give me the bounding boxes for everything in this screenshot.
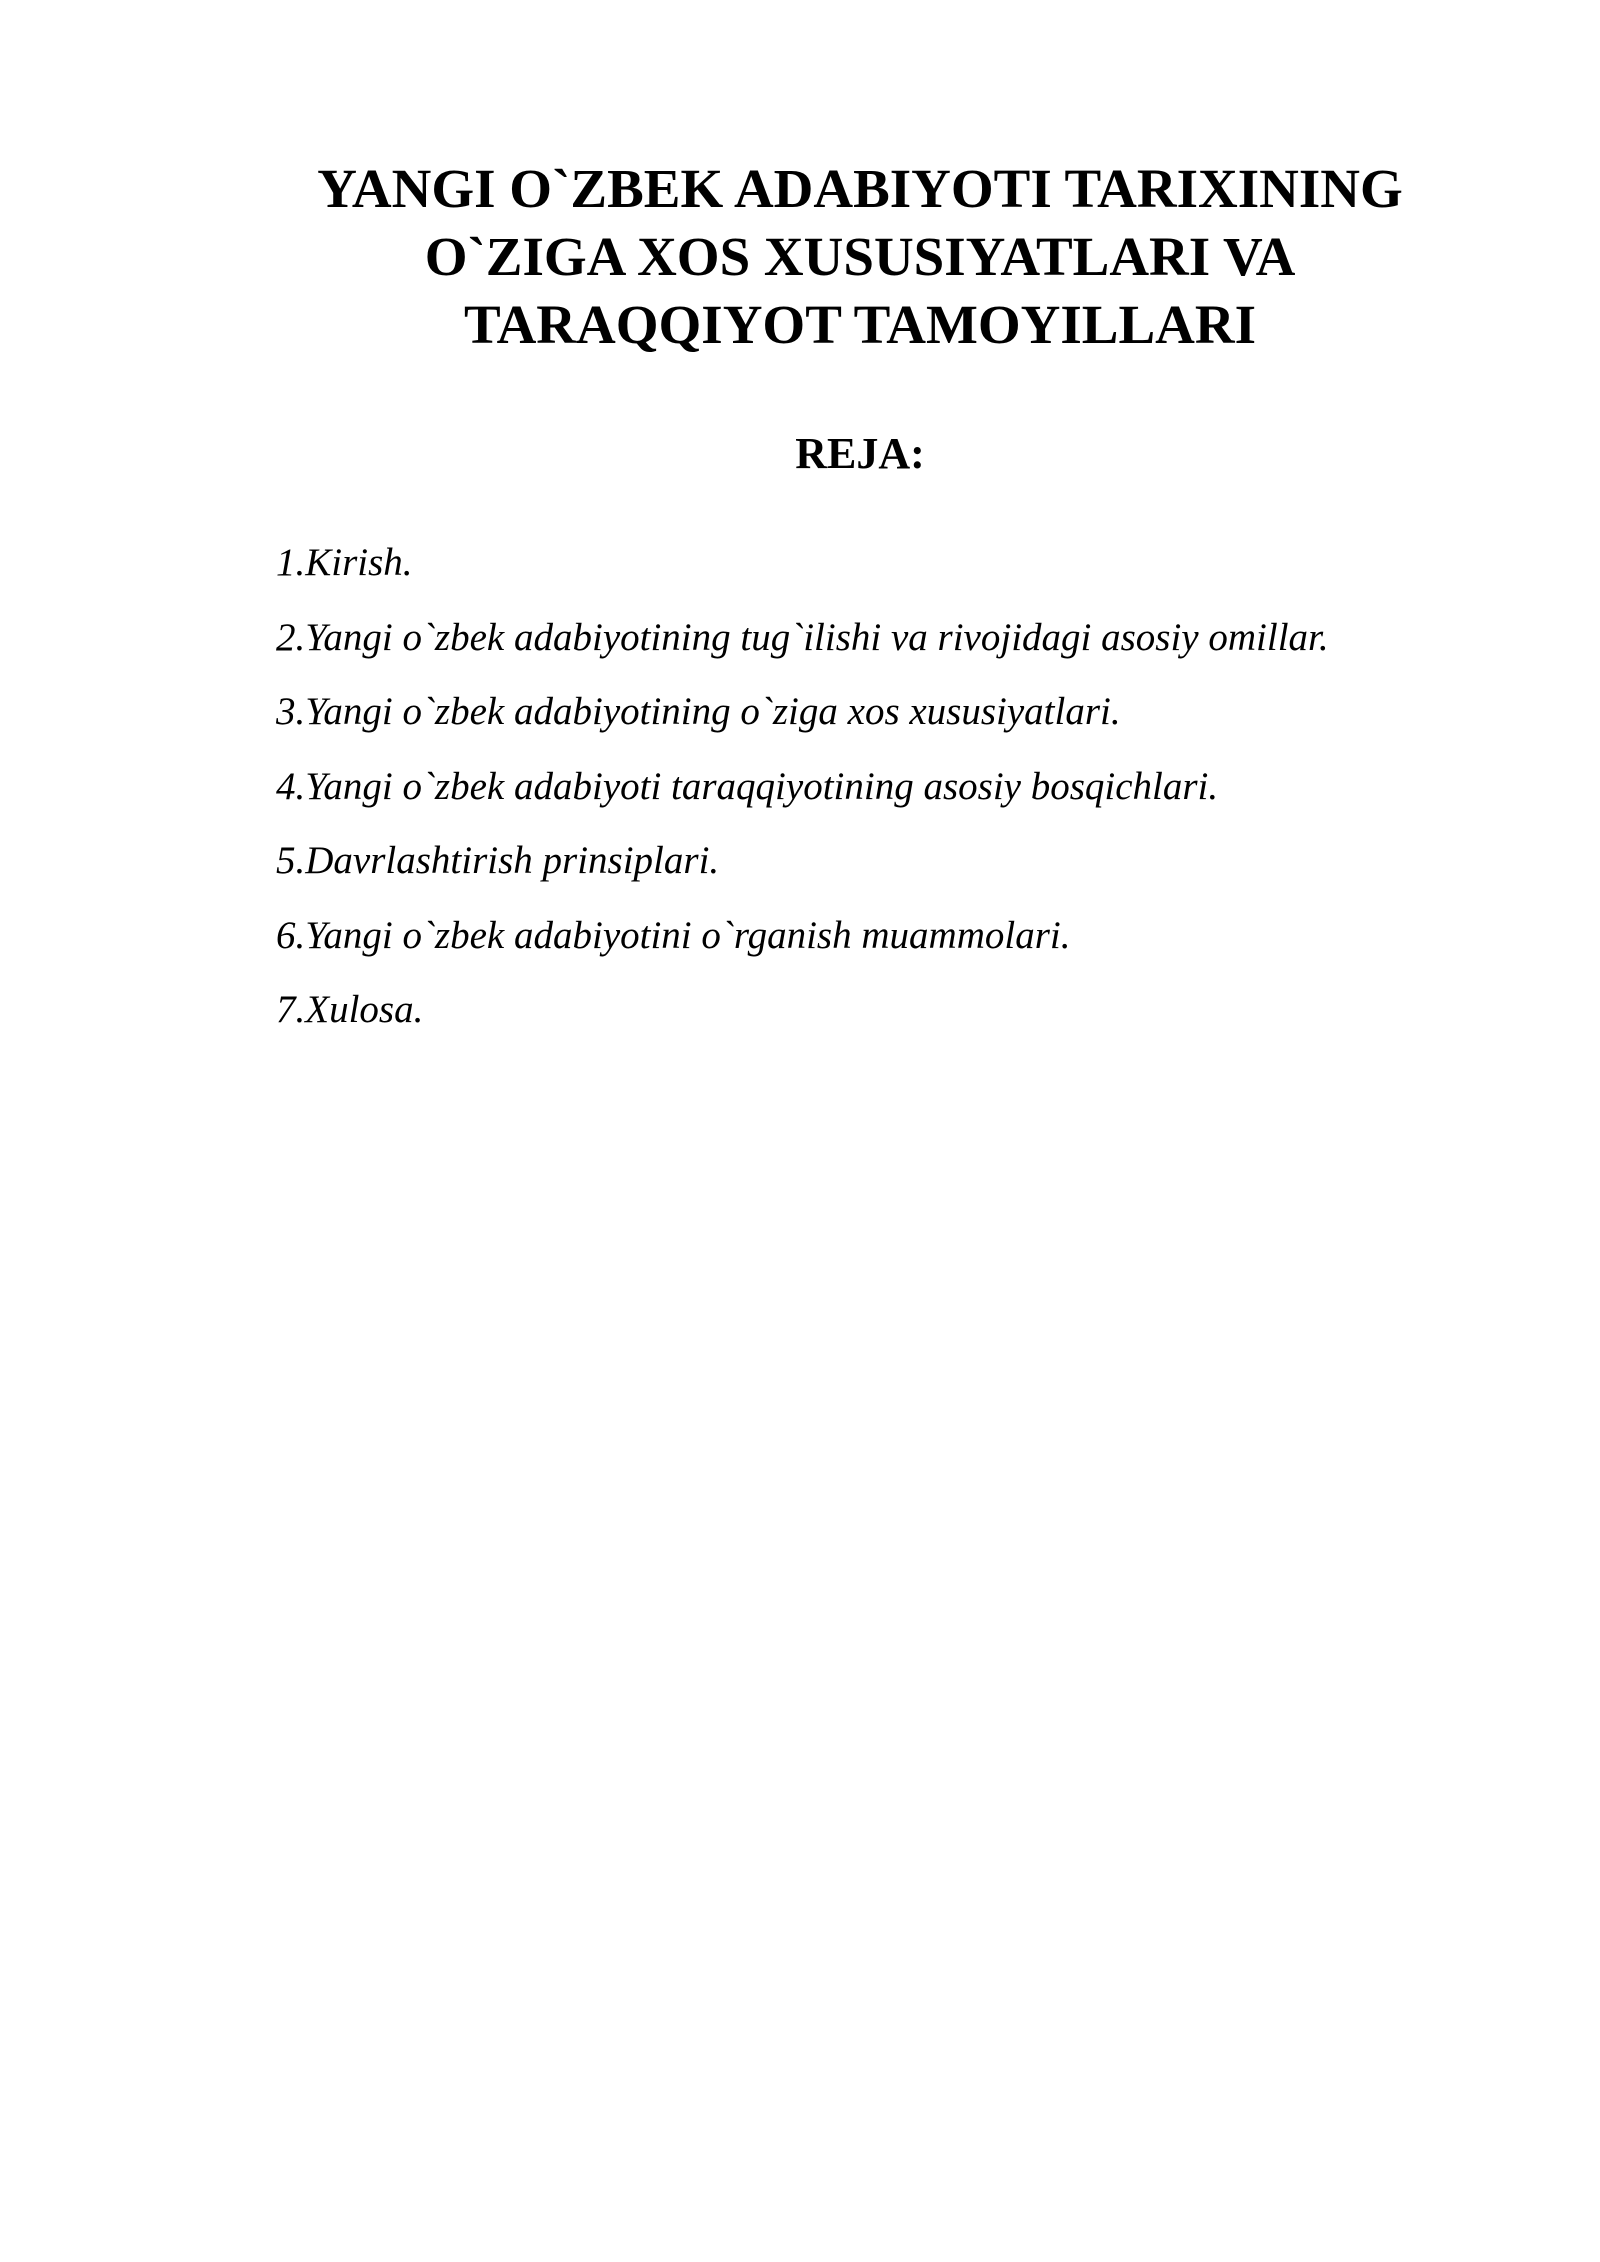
plan-item: 4.Yangi o`zbek adabiyoti taraqqiyotining asosiy bosqichlari. [276, 764, 1219, 808]
plan-item: 5.Davrlashtirish prinsiplari. [276, 839, 720, 882]
plan-item: 2.Yangi o`zbek adabiyotining tug`ilishi va rivojidagi asosiy omillar. [276, 615, 1329, 659]
plan-item: 7.Xulosa. [276, 988, 424, 1031]
plan-item: 6.Yangi o`zbek adabiyotini o`rganish muammolari. [276, 913, 1071, 957]
plan-list [276, 533, 1526, 1055]
plan-item: 3.Yangi o`zbek adabiyotining o`ziga xos xususiyatlari. [276, 690, 1121, 733]
document-title [260, 155, 1460, 359]
document-title-line: YANGI O`ZBEK ADABIYOTI TARIXINING [317, 158, 1403, 219]
plan-item: 1.Kirish. [276, 541, 413, 584]
document-title-line: TARAQQIYOT TAMOYILLARI [463, 294, 1257, 355]
document-title-line: O`ZIGA XOS XUSUSIYATLARI VA [424, 226, 1296, 287]
plan-heading: REJA: [795, 429, 925, 478]
